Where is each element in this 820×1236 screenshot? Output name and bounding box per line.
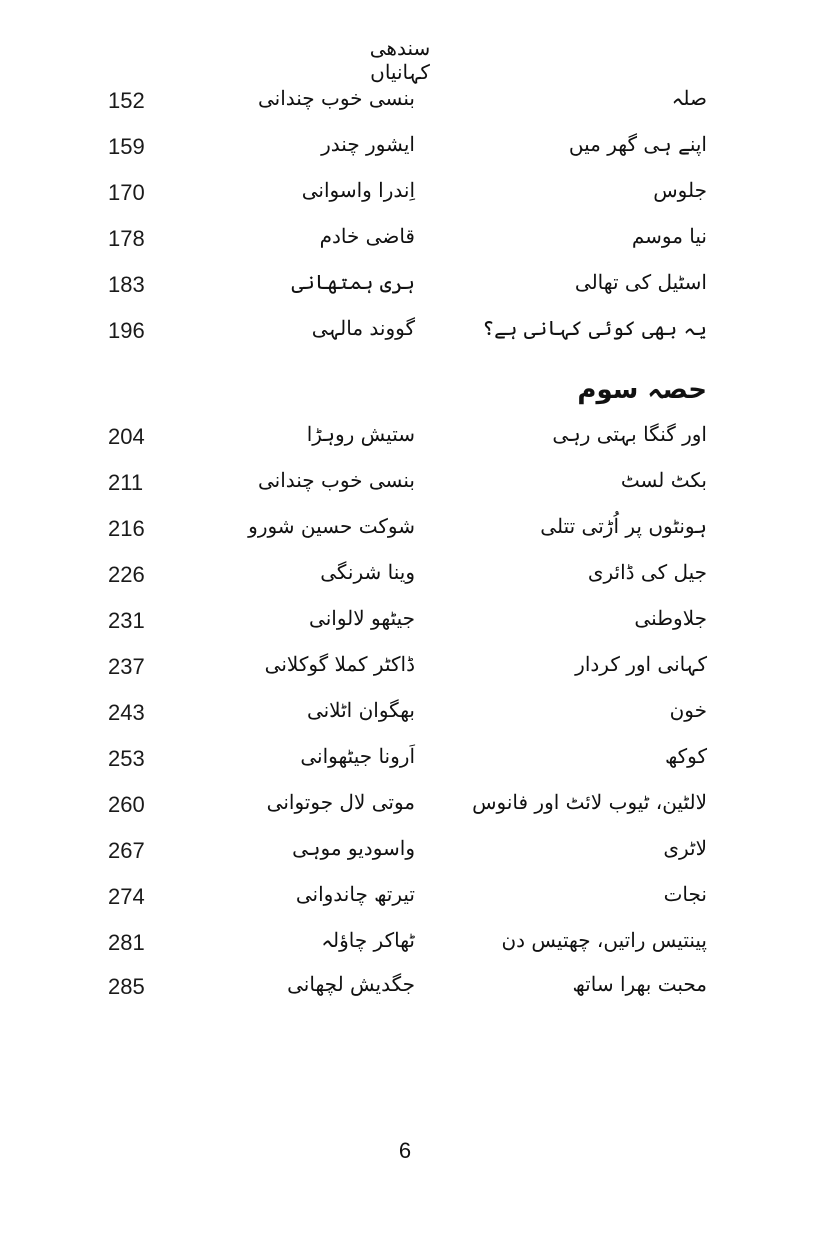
toc-title: جیل کی ڈائری <box>587 560 707 584</box>
toc-author: ایشور چندر <box>321 132 415 156</box>
toc-entry[interactable] <box>0 832 820 872</box>
toc-title: اپنے ہی گھر میں <box>568 132 707 156</box>
toc-author: اَرونا جیٹھوانی <box>300 744 415 768</box>
toc-title: نیا موسم <box>631 224 707 248</box>
toc-entry[interactable] <box>0 220 820 260</box>
toc-author: ہری ہمتھانی <box>291 270 415 294</box>
toc-entry[interactable] <box>0 464 820 504</box>
toc-author: قاضی خادم <box>319 224 415 248</box>
toc-author: بنسی خوب چندانی <box>257 86 415 110</box>
toc-title: لاٹری <box>663 836 707 860</box>
toc-title: کہانی اور کردار <box>575 652 707 676</box>
toc-page-number: 267 <box>108 838 145 863</box>
toc-author: واسودیو موہی <box>292 836 415 860</box>
toc-author: اِندرا واسوانی <box>301 178 415 202</box>
toc-title: محبت بھرا ساتھ <box>572 972 707 996</box>
toc-page-number: 216 <box>108 516 145 541</box>
toc-title: خون <box>669 698 707 722</box>
toc-page-number: 260 <box>108 792 145 817</box>
toc-author: موتی لال جوتوانی <box>266 790 415 814</box>
toc-entry[interactable] <box>0 266 820 306</box>
toc-page-number: 237 <box>108 654 145 679</box>
toc-page-number: 231 <box>108 608 145 633</box>
toc-page-number: 152 <box>108 88 145 113</box>
toc-page-number: 226 <box>108 562 145 587</box>
toc-author: وینا شرنگی <box>320 560 415 584</box>
toc-entry[interactable] <box>0 968 820 1008</box>
toc-title: جلاوطنی <box>634 606 707 630</box>
section-heading: حصہ سوم <box>577 375 707 405</box>
toc-author: ٹھاکر چاؤلہ <box>321 928 415 952</box>
toc-entry[interactable] <box>0 312 820 352</box>
toc-title: جلوس <box>653 178 707 202</box>
toc-entry[interactable] <box>0 510 820 550</box>
toc-author: شوکت حسین شورو <box>248 514 415 538</box>
toc-title: ہونٹوں پر اُڑتی تتلی <box>540 514 707 538</box>
toc-entry[interactable] <box>0 418 820 458</box>
toc-page-number: 159 <box>108 134 145 159</box>
toc-author: بنسی خوب چندانی <box>257 468 415 492</box>
toc-page-number: 178 <box>108 226 145 251</box>
toc-page-number: 243 <box>108 700 145 725</box>
toc-page-number: 211 <box>108 470 144 495</box>
toc-title: لالٹین، ٹیوب لائٹ اور فانوس <box>472 790 707 814</box>
toc-author: بھگوان اٹلانی <box>306 698 415 722</box>
toc-entry[interactable] <box>0 174 820 214</box>
toc-title: کوکھ <box>664 744 707 768</box>
toc-entry[interactable] <box>0 786 820 826</box>
toc-entry[interactable] <box>0 82 820 122</box>
running-head: سندھی کہانیاں <box>369 36 431 84</box>
toc-page-number: 196 <box>108 318 145 343</box>
toc-entry[interactable] <box>0 924 820 964</box>
toc-page-number: 253 <box>108 746 145 771</box>
toc-author: ڈاکٹر کملا گوکلانی <box>264 652 415 676</box>
toc-author: جگدیش لچھانی <box>287 972 415 996</box>
toc-title: اور گنگا بہتی رہی <box>552 422 707 446</box>
toc-entry[interactable] <box>0 602 820 642</box>
toc-page-number: 274 <box>108 884 145 909</box>
toc-entry[interactable] <box>0 556 820 596</box>
toc-entry[interactable] <box>0 740 820 780</box>
toc-title: یہ بھی کوئی کہانی ہے؟ <box>482 316 707 340</box>
toc-title: صلہ <box>671 86 707 110</box>
toc-author: تیرتھ چاندوانی <box>295 882 415 906</box>
toc-title: نجات <box>663 882 707 906</box>
toc-author: ستیش روہڑا <box>306 422 415 446</box>
page-number: 6 <box>398 1138 412 1163</box>
toc-page-number: 204 <box>108 424 145 449</box>
toc-page-number: 285 <box>108 974 145 999</box>
toc-page-number: 281 <box>108 930 145 955</box>
toc-entry[interactable] <box>0 878 820 918</box>
toc-page-number: 170 <box>108 180 145 205</box>
toc-entry[interactable] <box>0 648 820 688</box>
toc-entry[interactable] <box>0 128 820 168</box>
toc-entry[interactable] <box>0 694 820 734</box>
toc-page-number: 183 <box>108 272 145 297</box>
toc-title: بکٹ لسٹ <box>620 468 707 492</box>
toc-author: گووند مالہی <box>311 316 415 340</box>
toc-author: جیٹھو لالوانی <box>309 606 415 630</box>
toc-title: اسٹیل کی تھالی <box>574 270 707 294</box>
toc-title: پینتیس راتیں، چھتیس دن <box>501 928 707 952</box>
